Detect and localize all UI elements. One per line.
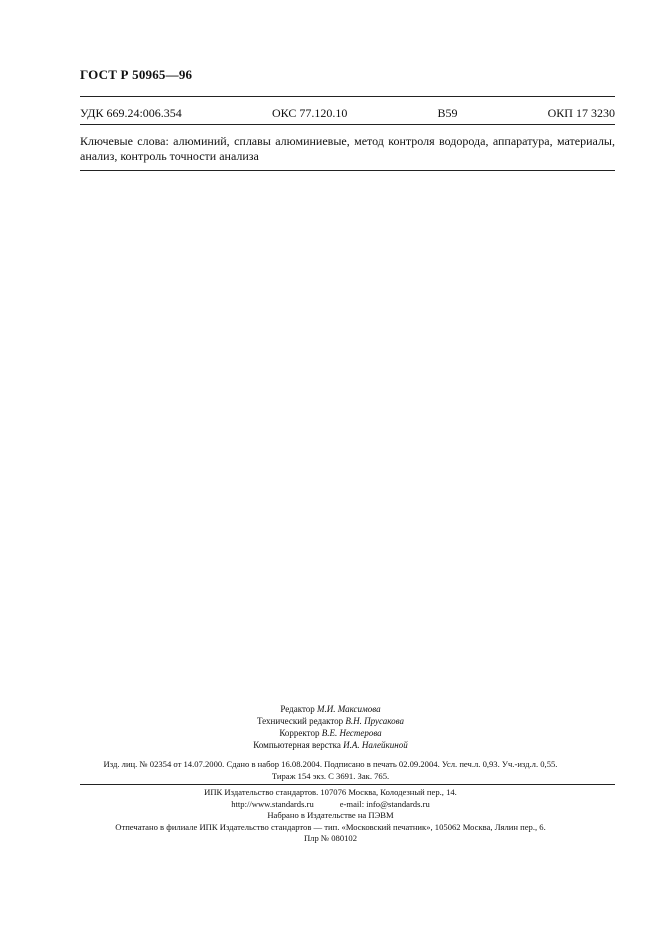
group-code: В59: [437, 106, 458, 120]
tech-editor-line: [0, 715, 661, 727]
proofreader-line: [0, 727, 661, 739]
udk-code: УДК 669.24:006.354: [80, 106, 182, 120]
proofreader-label: Корректор: [279, 728, 320, 738]
imprint-line-2: Тираж 154 экз. С 3691. Зак. 765.: [271, 771, 390, 781]
editor-name: М.И. Максимова: [317, 704, 381, 714]
plr-number: Плр № 080102: [303, 833, 358, 843]
classification-row: [80, 106, 615, 121]
document-title: ГОСТ Р 50965—96: [80, 67, 193, 82]
printing-note: Отпечатано в филиале ИПК Издательство стандартов — тип. «Московский печатник», 105062 Москва, Лялин пер., 6.: [115, 821, 546, 832]
imprint-block: [0, 758, 661, 782]
editor-line: [0, 703, 661, 715]
tech-editor-name: В.Н. Прусакова: [345, 716, 405, 726]
credits-block: [0, 703, 661, 751]
keywords-paragraph: Ключевые слова: алюминий, сплавы алюминиевые, метод контроля водорода, аппаратура, материалы, анализ, контроль точности анализа: [80, 134, 615, 163]
layout-name: И.А. Налейкиной: [343, 740, 408, 750]
top-divider: [80, 96, 615, 97]
publisher-website: http://www.standards.ru: [231, 798, 314, 809]
imprint-divider: [80, 784, 615, 785]
editor-label: Редактор: [280, 704, 315, 714]
tech-editor-label: Технический редактор: [256, 716, 344, 726]
publisher-email: e-mail: info@standards.ru: [339, 798, 430, 809]
layout-label: Компьютерная верстка: [253, 740, 341, 750]
imprint-line-1: Изд. лиц. № 02354 от 14.07.2000. Сдано в набор 16.08.2004. Подписано в печать 02.09.2004. Усл. печ.л. 0,93. Уч.-изд.л. 0,55.: [103, 759, 558, 769]
proofreader-name: В.Е. Нестерова: [321, 728, 382, 738]
classification-divider: [80, 124, 615, 125]
publisher-address: ИПК Издательство стандартов. 107076 Москва, Колодезный пер., 14.: [204, 787, 457, 797]
publisher-block: [0, 787, 661, 845]
publisher-contacts: [0, 799, 661, 811]
okp-code: ОКП 17 3230: [547, 106, 615, 120]
keywords-divider: [80, 170, 615, 171]
oks-code: ОКС 77.120.10: [271, 106, 348, 120]
layout-line: [0, 739, 661, 751]
typeset-note: Набрано в Издательстве на ПЭВМ: [267, 810, 394, 820]
